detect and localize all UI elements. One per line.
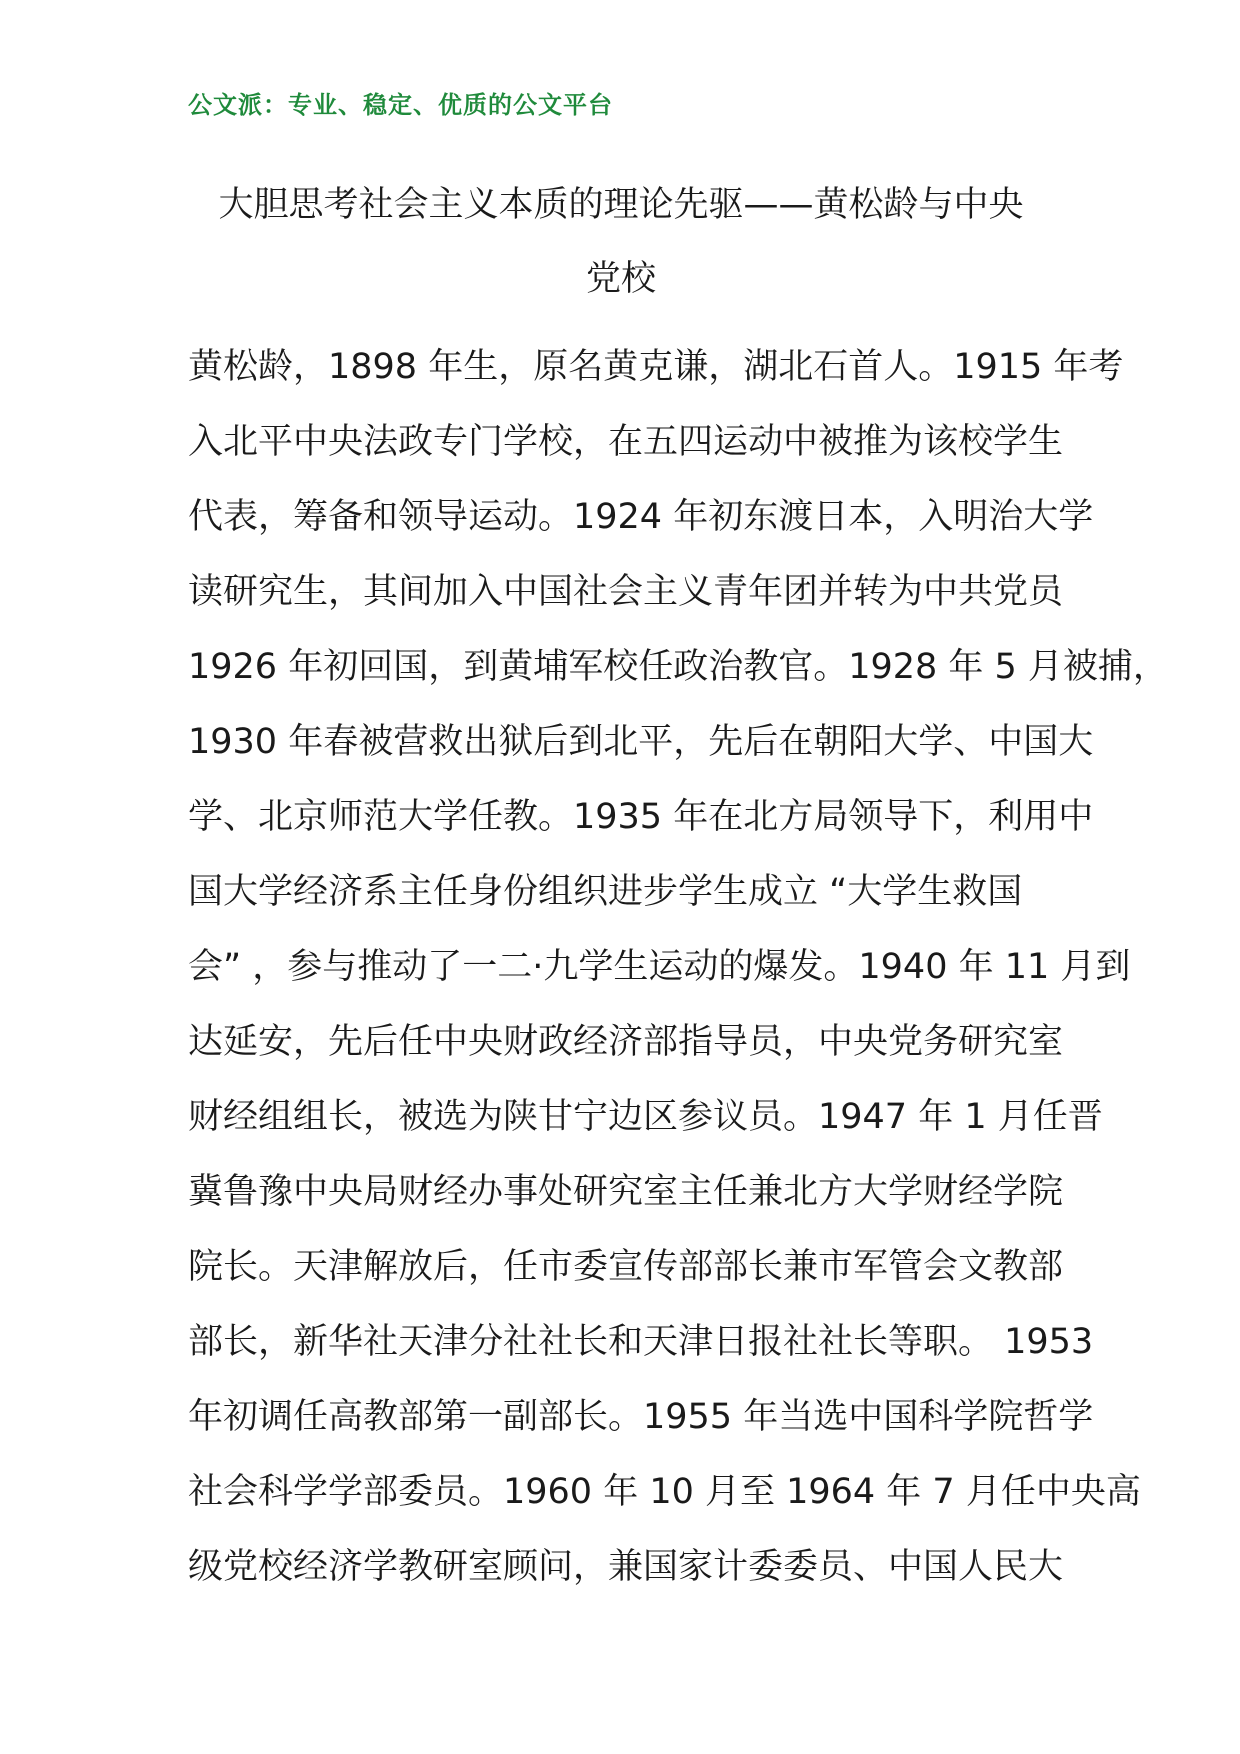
body-line: 会” ，参与推动了一二·九学生运动的爆发。1940 年 11 月到 xyxy=(188,947,1131,987)
body-line: 级党校经济学教研室顾问，兼国家计委委员、中国人民大 xyxy=(188,1547,1064,1587)
title-line-1: 大胆思考社会主义本质的理论先驱——黄松龄与中央 xyxy=(218,185,1024,225)
body-line: 院长。天津解放后，任市委宣传部部长兼市军管会文教部 xyxy=(188,1247,1064,1287)
body-line: 入北平中央法政专门学校，在五四运动中被推为该校学生 xyxy=(188,422,1064,462)
body-line: 年初调任高教部第一副部长。1955 年当选中国科学院哲学 xyxy=(188,1397,1094,1437)
body-line: 部长，新华社天津分社社长和天津日报社社长等职。 1953 xyxy=(188,1322,1094,1362)
body-line: 冀鲁豫中央局财经办事处研究室主任兼北方大学财经学院 xyxy=(188,1172,1064,1212)
title-line-2: 党校 xyxy=(585,259,656,299)
site-header-note: 公文派：专业、稳定、优质的公文平台 xyxy=(188,91,613,119)
body-line: 财经组组长，被选为陕甘宁边区参议员。1947 年 1 月任晋 xyxy=(188,1097,1103,1137)
body-line: 读研究生，其间加入中国社会主义青年团并转为中共党员 xyxy=(188,572,1064,612)
body-line: 学、北京师范大学任教。1935 年在北方局领导下，利用中 xyxy=(188,797,1094,837)
document-body xyxy=(188,330,1168,1605)
body-line: 达延安，先后任中央财政经济部指导员，中央党务研究室 xyxy=(188,1022,1064,1062)
body-line: 1930 年春被营救出狱后到北平，先后在朝阳大学、中国大 xyxy=(188,722,1094,762)
body-line: 黄松龄，1898 年生，原名黄克谦，湖北石首人。1915 年考 xyxy=(188,347,1124,387)
body-line: 1926 年初回国，到黄埔军校任政治教官。1928 年 5 月被捕， xyxy=(188,647,1168,687)
body-line: 国大学经济系主任身份组织进步学生成立 “大学生救国 xyxy=(188,872,1023,912)
document-title xyxy=(188,168,1054,316)
body-line: 社会科学学部委员。1960 年 10 月至 1964 年 7 月任中央高 xyxy=(188,1472,1141,1512)
body-line: 代表，筹备和领导运动。1924 年初东渡日本，入明治大学 xyxy=(188,497,1094,537)
